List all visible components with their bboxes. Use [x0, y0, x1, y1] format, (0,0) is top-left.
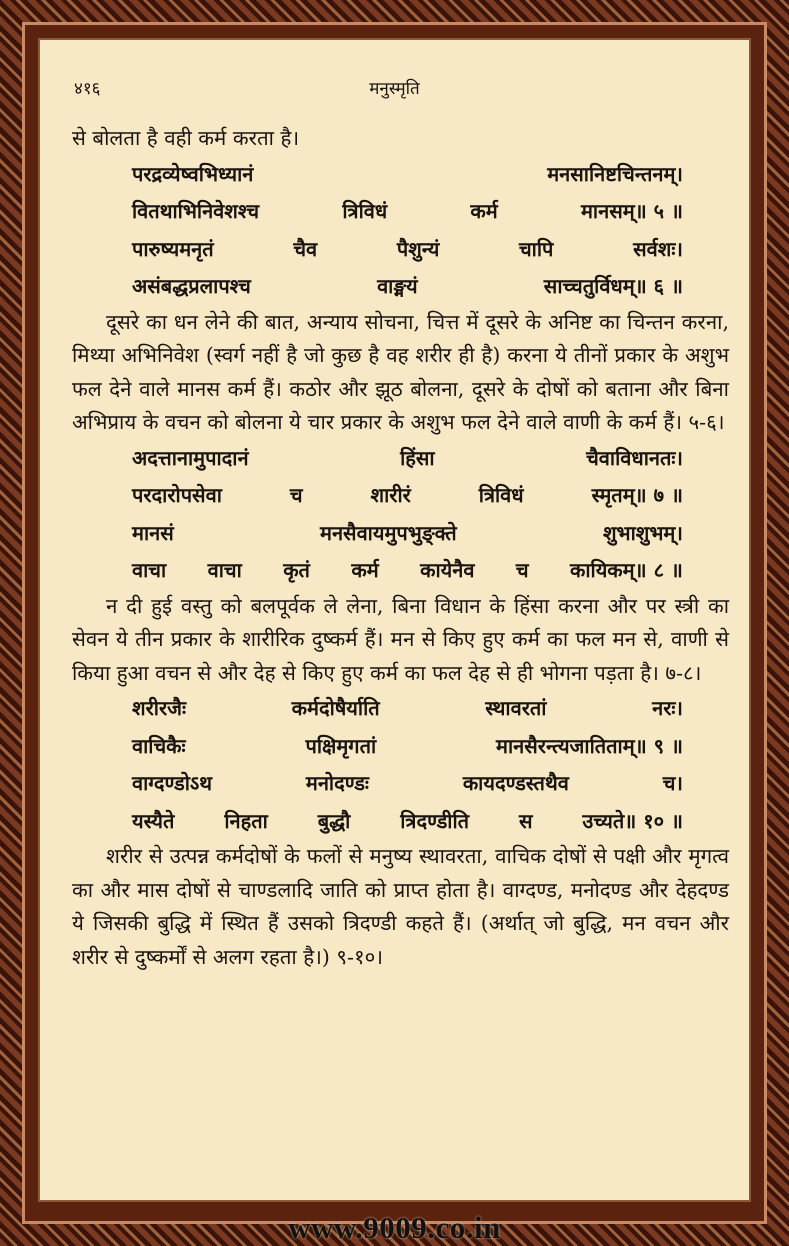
verse-word: वाचा — [132, 558, 167, 582]
running-title: मनुस्मृति — [369, 79, 420, 99]
verse-word: त्रिदण्डीति — [400, 808, 470, 833]
verse-word: मनसैवायमुपभुङ्क्ते — [319, 520, 457, 545]
verse-word: निहता — [224, 808, 268, 833]
verse-word: स्थावरतां — [485, 696, 547, 720]
verse-line — [132, 193, 729, 231]
verse-word: नरः। — [652, 696, 683, 720]
verse-line — [132, 552, 729, 590]
verse-word: यस्यैते — [132, 808, 175, 833]
verse-word: कर्मदोषैर्याति — [291, 696, 380, 720]
verse-word: चैव — [293, 236, 318, 261]
verse-line — [132, 690, 729, 728]
verse-word: मानसं — [132, 520, 174, 545]
verse-word: कर्म — [470, 199, 498, 223]
verse-word: हिंसा — [400, 445, 435, 470]
verse-word: असंबद्धप्रलापश्च — [132, 274, 251, 298]
commentary-paragraph: न दी हुई वस्तु को बलपूर्वक ले लेना, बिना विधान के हिंसा करना और पर स्त्री का सेवन ये तीन प्रकार के शारीरिक दुष्कर्म हैं। मन से किए हुए कर्म का फल मन से, वाणी से किया हुआ वचन से और देह से किए हुए कर्म का फल देह से ही भोगना पड़ता है। ७-८। — [72, 593, 729, 685]
verse-word: मानसैरन्त्यजातिताम्॥ ९ ॥ — [496, 733, 683, 758]
verse-word: पक्षिमृगतां — [305, 733, 377, 758]
verse-word: परद्रव्येष्वभिध्यानं — [132, 161, 254, 186]
verse-line — [132, 803, 729, 841]
verse-word: पैशुन्यं — [396, 236, 440, 261]
verse-word: च। — [662, 771, 683, 795]
page-header — [38, 76, 751, 106]
sanskrit-verse — [132, 440, 729, 590]
verse-word: कायेनैव — [420, 558, 475, 582]
verse-word: मानसम्॥ ५ ॥ — [580, 199, 683, 223]
verse-line — [132, 728, 729, 766]
verse-word: सर्वशः। — [633, 236, 683, 261]
verse-word: वाग्दण्डोऽथ — [132, 771, 213, 795]
verse-word: वाचा — [207, 558, 242, 582]
verse-word: त्रिविधं — [342, 199, 388, 223]
verse-word: मनसानिष्टचिन्तनम्। — [547, 161, 683, 186]
verse-word: चापि — [518, 236, 554, 261]
page-number: ४१६ — [74, 79, 101, 99]
verse-word: चैवाविधानतः। — [586, 445, 683, 470]
verse-word: वाङ्मयं — [377, 274, 418, 298]
verse-word: बुद्धौ — [317, 808, 351, 833]
verse-line — [132, 477, 729, 515]
verse-word: उच्यते॥ १० ॥ — [582, 808, 683, 833]
verse-word: स — [518, 808, 533, 833]
verse-word: शरीरजैः — [132, 696, 187, 720]
verse-word: कर्म — [351, 558, 379, 582]
commentary-paragraph: दूसरे का धन लेने की बात, अन्याय सोचना, चित्त में दूसरे के अनिष्ट का चिन्तन करना, मिथ्या अभिनिवेश (स्वर्ग नहीं है जो कुछ है वह शरीर ही है) करना ये तीनों प्रकार के अशुभ फल देने वाले मानस कर्म हैं। कठोर और झूठ बोलना, दूसरे के दोषों को बताना और बिना अभिप्राय के वचन को बोलना ये चार प्रकार के अशुभ फल देने वाले वाणी के कर्म हैं। ५-६। — [72, 309, 729, 434]
verse-word: च — [515, 558, 529, 582]
verse-word: मनोदण्डः — [305, 771, 369, 795]
sanskrit-verse — [132, 156, 729, 306]
verse-word: वितथाभिनिवेशश्च — [132, 199, 260, 223]
verse-word: त्रिविधं — [478, 483, 524, 507]
verse-line — [132, 231, 729, 269]
verse-word: वाचिकैः — [132, 733, 186, 758]
verse-word: च — [289, 483, 303, 507]
verse-word: परदारोपसेवा — [132, 483, 222, 507]
verse-line — [132, 156, 729, 194]
verse-word: पारुष्यमनृतं — [132, 236, 214, 261]
page-content — [72, 122, 729, 974]
verse-word: शुभाशुभम्। — [602, 520, 683, 545]
verse-word: अदत्तानामुपादानं — [132, 445, 249, 470]
verse-word: स्मृतम्॥ ७ ॥ — [591, 483, 683, 507]
verse-word: कायिकम्॥ ८ ॥ — [569, 558, 683, 582]
verse-line — [132, 440, 729, 478]
verse-line — [132, 765, 729, 803]
verse-word: साच्चतुर्विधम्॥ ६ ॥ — [543, 274, 683, 298]
commentary-paragraph: से बोलता है वही कर्म करता है। — [72, 126, 300, 150]
verse-word: कायदण्डस्तथैव — [462, 771, 569, 795]
verse-word: कृतं — [283, 558, 310, 582]
verse-word: शारीरं — [370, 483, 411, 507]
book-page — [38, 38, 751, 1202]
sanskrit-verse — [132, 690, 729, 840]
website-watermark: www.9009.co.in — [288, 1210, 501, 1245]
verse-line — [132, 268, 729, 306]
commentary-paragraph: शरीर से उत्पन्न कर्मदोषों के फलों से मनुष्य स्थावरता, वाचिक दोषों से पक्षी और मृगत्व का और मास दोषों से चाण्डलादि जाति को प्राप्त होता है। वाग्दण्ड, मनोदण्ड और देहदण्ड ये जिसकी बुद्धि में स्थित हैं उसको त्रिदण्डी कहते हैं। (अर्थात् जो बुद्धि, मन वचन और शरीर से दुष्कर्मों से अलग रहता है।) ९-१०। — [72, 844, 729, 969]
verse-line — [132, 515, 729, 553]
